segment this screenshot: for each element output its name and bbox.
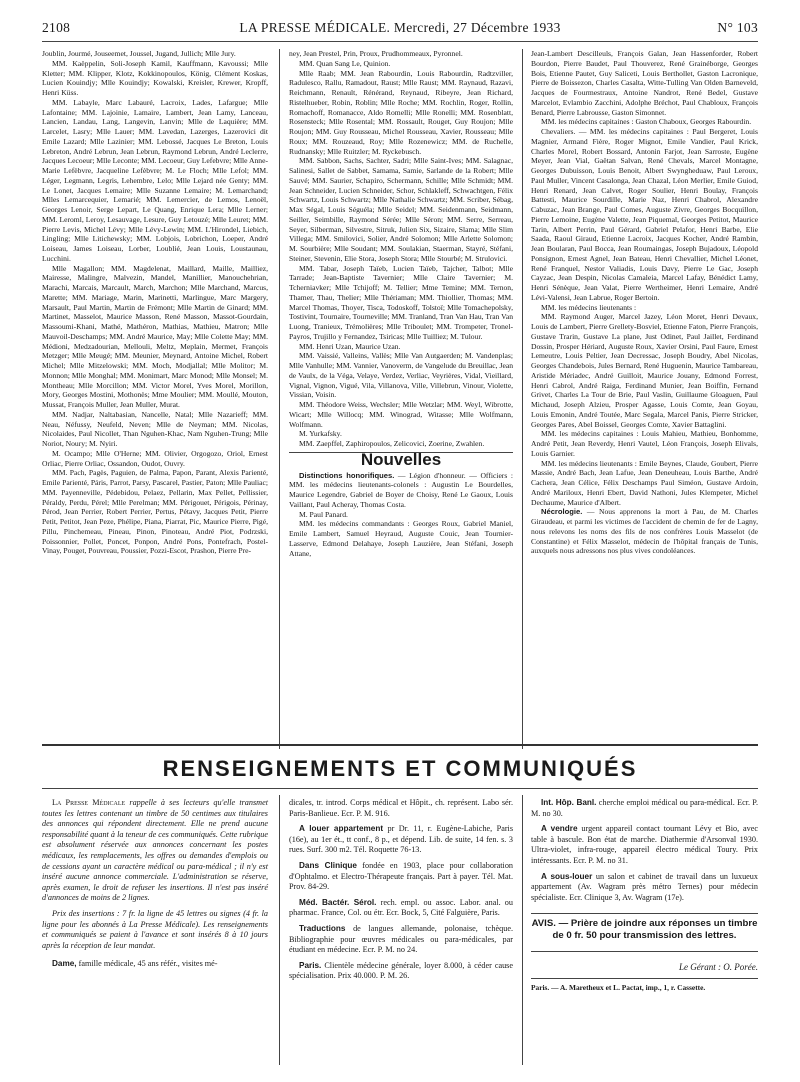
printer-line: Paris. — A. Maretheux et L. Pactat, imp., 1, r. Cassette. bbox=[531, 982, 706, 992]
ad-list bbox=[531, 798, 758, 903]
list-paragraph: Chevaliers. — MM. les médecins capitaines : Paul Bergeret, Louis Magnier, Armand Fière, Roger Mignot, Emile Vandier, Paul Krick, Charles Morel, Robert Bossard, Antonin Farjot, Jean Sarroste, Eugène Meyer, Jean Vial, Gaëtan Salvan, René Chevals, Marcel Montagne, Georges Dubuisson, Louis Benoit, Albert Swyngheduaw, Paul Leroux, Paul Muller, Vincent Casalonga, Jean Chazal, Léon Merlier, Emile Guiod, Henri Renard, Jean Calvet, Roger Soulier, Henri Boulay, François Battesti, Maurice Sourdille, Marie Naz, Henri Chabrol, Alexandre Cabuzac, Jean Brange, Paul Comes, Auguste Zivre, Georges Bocquillon, Pierre Lemoine, Eugène Valette, Jean Piquemal, Georges Petitot, Maurice Tarin, Albert Perrin, Paul Gérard, Gabriel Pelafor, Henri Barbe, Elie Saada, Raoul Giraud, Etienne Lacroix, Jacques Kocher, André Rambin, Jean Boularan, Paul Bocca, Jean Roumaingas, Joseph Bujadoux, Léopold Ponsignon, Ernest Agnel, Jean Bateau, Henri Chevallier, Michel Léonet, René Franquel, Nestor Valiadis, Louis Davy, Pierre Le Gac, Joseph Cayzac, Jean Despin, Nicolas Camaleia, Marcel Lafay, Bénédict Lamy, Henri Sénèque, Jean Valat, Pierre Wertheimer, Henri Lemaire, André Lévi-Valensi, Jean Labrue, Roger Bertoin. bbox=[531, 127, 758, 302]
footer-rule bbox=[531, 978, 758, 979]
column-2 bbox=[289, 49, 513, 749]
ad-lead: A sous-louer bbox=[541, 871, 593, 881]
ad-lead: A louer appartement bbox=[299, 824, 384, 834]
list-paragraph: MM. Henri Uzan, Maurice Uzan. bbox=[299, 341, 401, 351]
name-list bbox=[531, 49, 758, 507]
classified-ad bbox=[531, 824, 758, 866]
avis-notice: AVIS. — Prière de joindre aux réponses un timbre de 0 fr. 50 pour transmission des lettres. bbox=[531, 918, 758, 942]
necrologie-title: Nécrologie. bbox=[541, 507, 583, 517]
classified-ad bbox=[289, 961, 513, 982]
list-paragraph: MM. les médecins lieutenants : bbox=[541, 302, 637, 312]
list-paragraph: MM. Théodore Weiss, Wechsler; Mlle Wetzlar; MM. Weyl, Wibrotte, Wicart; Mlle Willocq; MM. Winograd, Witasse; Mlle Wolfmann, Wolfmann. bbox=[289, 400, 513, 429]
page-number: 2108 bbox=[42, 20, 71, 35]
ad-body: fondée en 1903, place pour collaboration d'Ophtalmo. et Electro-Thérapeute français. Part à payer. Tél. Mat. Prov. 84-29. bbox=[289, 860, 514, 892]
classifieds-column-3 bbox=[531, 798, 758, 999]
ad-continuation: dicales, tr. introd. Corps médical et Hôpit., ch. représent. Labo sér. Paris-Banlieue. Ecr. P. M. 916. bbox=[289, 798, 513, 818]
section-heading: Nouvelles bbox=[360, 449, 442, 469]
ad-body: de langues allemande, polonaise, tchèque. Bibliographie pour œuvres médicales ou para-médicales, par étudiant en médecine. Ecr. P. M. no 24. bbox=[289, 923, 514, 955]
classifieds-column-1 bbox=[42, 798, 268, 975]
column-divider bbox=[522, 49, 523, 749]
journal-title: LA PRESSE MÉDICALE. Mercredi, 27 Décembre 1933 bbox=[239, 20, 561, 35]
necrologie-body: — Nous apprenons la mort à Pau, de M. Charles Giraudeau, et parmi les victimes de l'accident de chemin de fer de Lagny, nous relevons les noms des fils de nos confrères Louis Masselot (de Constantine) et Félix Masselot, médecin de l'hôpital français de Tunis, auxquels nous adressons nos plus vives condoléances. bbox=[531, 507, 758, 556]
ad-lead: A vendre bbox=[541, 824, 578, 834]
list-paragraph: Mlle Raab; MM. Jean Rabourdin, Louis Rabourdin, Radtzviller, Radulesco, Rallu, Ramadout, Raust; Mlle Raust; MM. Raynaud, Razavi, Reichmann, Renault, Rénérand, Reynaud, Ribeyre, Jean Richard, Ristelhueber, Robin, Roblin; Mlle Roche; MM. Rochlin, Roger, Rollin, Romachoff, Romanacce, Aldo Romelli; Mlle Ronelli; MM. Rosenblatt, Rosensteck; Mlle Rosental; MM. Rossault, Rouget, Guy Roujon; Mlle Roujon; MM. Guy Rousseau, Michel Rousseau, Xavier, Rousseau; Mlle Roux; MM. Rouzeaud, Roy; Mlle Rozenewicz; MM. de Ruchelle, Rudnansky; Mlle Ruitzler; M. Ryckebusch. bbox=[289, 68, 513, 156]
necrologie-paragraph bbox=[531, 507, 758, 556]
ad-lead: Paris. bbox=[299, 960, 322, 970]
list-paragraph: Joublin, Jourmé, Jouseemet, Joussel, Jugand, Jullich; Mlle Jury. bbox=[42, 49, 236, 58]
section-rule bbox=[289, 452, 513, 453]
ad-body: pr Dr. 11, r. Eugène-Labiche, Paris (16e), au 1er ét., tt conf., 8 p., et dépend. Lib. de suite, 14 fen. s. 3 rues. Surf. 300 m2. Tél. Roquette 76-13. bbox=[289, 824, 514, 855]
column-1 bbox=[42, 49, 268, 749]
list-paragraph: M. Ocampo; Mlle O'Herne; MM. Olivier, Orgogozo, Oriol, Ernest Orliac, Pierre Orliac, Ossandon, Oudot, Ouvry. bbox=[42, 448, 268, 468]
distinctions-title: Distinctions honorifiques. bbox=[299, 470, 395, 480]
list-paragraph: MM. Tabar, Joseph Taïeb, Lucien Taïeb, Tajcher, Talbot; Mlle Tarrade; Jean-Baptiste Tavernier; Mlle Claire Tavernier; M. Tcherniavker; Mlle Tchijoff; M. Tellier; Mme Temine; MM. Ternon, Thamer, Thau, Thelier; Mlle Thériaman; MM. Thiollier, Thomas; MM. Marcel Thomas, Thoyer, Tisca, Todoskoff, Tolstoï; Mlle Tomachepolsky, Tostivint, Tournaire, Tourneville; MM. Tranland, Tran Van Hau, Tran Van Luong, Tranieux, Trémolières; Mlle Triboulet; MM. Trompeter, Tronel-Payros, Trujillo y Fernandez, Tsiricas; Mlle Tuilliez; M. Tulour. bbox=[289, 263, 513, 341]
classified-ad bbox=[531, 798, 758, 819]
classified-ad bbox=[289, 861, 513, 893]
list-paragraph: MM. les médecins capitaines : Louis Mahieu, Mathieu, Bonhomme, André Petit, Jean Reverdy, Henri Vautel, Léon François, Joseph Elivals, Louis Garnier. bbox=[531, 429, 758, 458]
ad-lead: Dame, bbox=[52, 959, 77, 969]
list-paragraph: MM. Vaissié, Valleins, Vallès; Mlle Van Autgaerden; M. Vandenplas; Mlle Vanhulle; MM. Vannier, Vanoverm, de Vangelude du Breuillac, Jean de Vaulx, de la Véga, Velaye, Verdez, Verliac, Veyrières, Vidal, Vieillard, Vignal, Vignon, Vigué, Vila, Villanova, Ville, Villebrun, Vinour, Violette, Vissian, Voisin. bbox=[289, 351, 513, 400]
classified-ad bbox=[289, 898, 513, 919]
list-paragraph: MM. Sabbon, Sachs, Sachter, Sadri; Mlle Saint-Ives; MM. Salagnac, Salinesi, Sallet de Sabbet, Samama, Samie, Sarlande de la Robert; Mlle Sauvé; MM. Saurier, Schapiro, Schermann, Schille; Mlle Schmidt; MM. Jean Schneider, Lucien Schneider, Schor, Schlakleff, Schwachtgen, Félix Schwartz, Louis Schwartz; Mlle Nathalie Schwartz; MM. Scriber, Sébag, Max Ségal, Louis Séguéla; Mlle Seidel; MM. Seidenmann, Seidmann, Seiller, Seimbille, Raymond Sérée; Mlle Séron; MM. Serre, Serreau, Seyer, Silberman, Silvestre, Sitruk, Julien Six, Sizaire, Slama; Mlle Slim Villega; MM. Smilovici, Solier, André Solomon; Mlle Arlette Solomon; M. Sourbière; Mlle Soudant; MM. Soulakian, Staerman, Stayré, Stéfani, Steiner, Stevenin, Elie Stora, Joseph Stora; Mlle Stourbé; M. Strulovici. bbox=[289, 156, 513, 263]
classified-ad bbox=[289, 824, 513, 856]
ad-lead: Dans Clinique bbox=[299, 860, 357, 870]
classified-ad bbox=[289, 924, 513, 956]
list-paragraph: ney, Jean Prestel, Prin, Proux, Prudhommeaux, Pyronnel. bbox=[289, 49, 463, 58]
distinctions-paragraph bbox=[289, 471, 513, 510]
column-3 bbox=[531, 49, 758, 749]
ad-body: Clientèle médecine générale, loyer 8.000, à céder cause spécialisation. Prix 40.000. P. M. 26. bbox=[289, 960, 514, 981]
list-paragraph: MM. Kaëppelin, Soli-Joseph Kamil, Kauffmann, Kavoussi; Mlle Kletter; MM. Klipper, Klotz, Kokkinopoulos, König, Clément Koskas, Lucien Kouindjy; Mlle Kouindjy; Kowalski, Kreisler, Krewer, Kropff, Henri Küss. bbox=[42, 58, 268, 97]
list-paragraph: MM. Quan Sang Le, Quinion. bbox=[299, 58, 391, 68]
ad-lead: Int. Hôp. Banl. bbox=[541, 798, 597, 807]
avis-box bbox=[531, 913, 758, 952]
ad-body: un salon et cabinet de travail dans un luxueux appartement (Av. Wagram près métro Ternes) pour médecin spécialiste. Ecr. Clinique 3, Av. Wagram (17e). bbox=[531, 871, 758, 902]
distinctions-paragraph-2: M. Paul Panard. bbox=[299, 509, 348, 519]
list-paragraph: MM. Pach, Pagès, Paguien, de Palma, Papon, Parant, Alexis Parienté, Emile Parienté, Páris, Parrot, Parsy, Pascarel, Pastier, Paton; Mlle Pauliac; MM. Payenneville, Pédebidou, Pelaez, Pellarin, Max Pellet, Pellissier, Péraldy, Perdu, Pérel; Mlle Perelman; MM. Périgouet, Périgois, Périnay, Pérod, Jean Perrier, Robert Perrier, Pertus, Pétavy, Jacques Petit, Pierre Petit, Petitot, Jean Peze, Phélipe, Piana, Piarrat, Pic, Maurice Pierre, Pigé, Pillu, Pinchemeau, Pineau, Pinon, Pinoteau, André Piot, Podrzski, Poissonnier, Pollet, Poncet, Ponpon, André Pons, Pontefrach, Postel-Vinay, Pouget, Pouvreau, Poussier, Pozzi-Escot, Prashon, Pierre Pre- bbox=[42, 468, 268, 556]
list-paragraph: Mlle Magallon; MM. Magdelenat, Maillard, Maille, Mailliez, Mairesse, Malingre, Malvezin, Mandel, Manillier, Manouchehrian, Marachi, Marcais, Marcault, March, Marchon; Mlle Marchand, Marcus, Marette; MM. Mariage, Marin, Marinetti, Marlingue, Marc Margery, Marsault, Paul Martin, Martin de Frémont; Mlle Martin de Ginard; MM. Martinet, Masselot, Maurice Masson, René Masson, Massot-Gourdain, Massoumi-Khani, Mathé, Mathéron, Mathias, Mathieu, Matron; Mlle Mauvoil-Deschamps; MM. André Maurice, May; Mlle Colette May; MM. Médioni, Medzadourian, Mellouli, Meltz, Meplain, Mermet, François Metzger; Mlle Meugé; MM. Meunier, Meynard, Antoine Michel, Robert Michel; Mlle Mitzelowski; MM. Moch, Modjallal; Mlle Molitor; M. Monnon; Mlle Monghal; MM. Monimart, Marc Monod; Mlle Monsel; M. Montheau; Mlle Morcillon; MM. Victor Morel, Yves Morel, Morillon, Mory, Georges Mostini, Mothonès; Mme Moulier; MM. Moullé, Mouton, Mussat, François Muller, Jean Muller, Murat. bbox=[42, 263, 268, 409]
notice-text: rappelle à ses lecteurs qu'elle transmet toutes les lettres contenant un timbre de 50 centimes aux titulaires des annonces qui répondent directement. Elle ne prend aucune responsabilité quant à la teneur de ces communiqués. Cette rubrique est absolument réservée aux annonces concernant les postes médicaux, les remplacements, les offres ou demandes d'emplois ou de cessions ayant un caractère médical ou para-médical ; il n'y est inséré aucune annonce commerciale. L'administration se réserve, après examen, le droit de refuser les insertions. Il n'est pas inséré d'annonces de moins de 2 lignes. bbox=[42, 798, 269, 903]
brand-name: La Presse Médicale bbox=[52, 798, 126, 807]
list-paragraph: MM. les médecins lieutenants : Emile Beynes, Claude, Goubert, Pierre Massie, André Bach, Jean Lafue, Jean Deneuheau, Louis Barthe, André Cachera, Jean Célice, Félix Deschamps Paul Siméon, Gustave Ardoin, André Mariloux, Henri Ebert, David Nathoni, Jules Klempeter, Michel Dechaume, Maurice d'Albert. bbox=[531, 458, 758, 507]
ad-body: rech. empl. ou assoc. Labor. anal. ou pharmac. France, Col. ou étr. Ecr. Bock, 5, Cité Falguière, Paris. bbox=[289, 897, 513, 918]
distinctions-paragraph-3: MM. les médecins commandants : Georges Roux, Gabriel Maniel, Emile Lambert, Samuel Heyraud, Auguste Couic, Jean Tournier-Lasserve, Edmond Delahaye, Joseph Lauzière, Jean Stéfani, Joseph Attane, bbox=[289, 519, 513, 558]
list-paragraph: MM. Zaepffel, Zaphiropoulos, Zelicovici, Zoerine, Zwahlen. bbox=[299, 439, 485, 448]
price-notice: Prix des insertions : 7 fr. la ligne de 45 lettres ou signes (4 fr. la ligne pour les abonnés à La Presse Médicale). Les renseignements et communiqués se paient à l'avance et sont insérés 8 à 10 jours après la réception de leur mandat. bbox=[42, 908, 268, 950]
distinctions-source: — Légion d'honneur. bbox=[397, 470, 466, 480]
ad-body: famille médicale, 45 ans référ., visites mé- bbox=[78, 959, 218, 969]
column-divider bbox=[279, 49, 280, 749]
classifieds-heading: RENSEIGNEMENTS ET COMMUNIQUÉS bbox=[162, 756, 638, 781]
name-list bbox=[289, 49, 513, 449]
manager-signature: Le Gérant : O. Porée. bbox=[679, 962, 758, 973]
page-header bbox=[42, 20, 758, 38]
classified-ad bbox=[531, 872, 758, 904]
ad-body: cherche emploi médical ou para-médical. Ecr. P. M. no 30. bbox=[531, 798, 759, 818]
ad-body: urgent appareil contact tournant Lévy et Bio, avec table à bascule. Bon état de marche. Diathermie d'Arsonval 1930. Ultra-violet, infra-rouge, appareil électro médical Toury. Prix intéressants. Ecr. P. M. no 31. bbox=[531, 824, 759, 865]
section-rule bbox=[42, 744, 758, 746]
column-divider bbox=[522, 795, 523, 1065]
section-rule bbox=[42, 788, 758, 789]
list-paragraph: MM. Labayle, Marc Labauré, Lacroix, Lades, Lafargue; Mlle Lafontaine; MM. Lajoinie, Lamaire, Lambert, Jean Lamy, Lanceau, Lancien, Landau, Lang, Langevin, Lanvin; Mlle de Laquière; MM. Larcelet, Lasry; Mlle Lauer; MM. Lavedan, Lazerges, Lazerovici dit Emile Lazard; Mlle Lazinier; MM. Lebossé, Jacques Le Breton, Louis Lebreton, André Lebrun, Jean Lebrun, Raymond Lebrun, André Leclerre, Jacques Lecoeur; Mlle Leconte; MM. Lecoeur, Guy Lefebvre; Mlle Anne-Marie Lefèbvre, Jacqueline Lefèbvre; M. Le Floch; Mlle Lefol; MM. Léger, Legmann, Legris, Lehembre, Lelo; Mlle Lejard née Genty; MM. Le Lonet, Jacques Lemaire; Mlle Suzanne Lemaire; M. Lemarchand; Mlles Lemarcequier, Lemarié; MM. Lemercier, de Lemos, Lenoël, Georges Lenoir, Serge Lepart, Le Quang, Enrique Lera; Mlle Lerner; MM. Leroml, Leroy, Lesauvage, Lesure, Guy Letouzé; Mlle Leuret; MM. Pierre Levis, Michel Lévy; Mlle Lévy-Lewin; MM. L'Hirondel, Liebich, Lingling; Mlle Litichewsky; MM. Lobjois, Lobrichon, Loeper, André Loiseau, James Loiseau, Lorber, Loublié, Jean Louis, Loustaunau, Lucchini. bbox=[42, 97, 268, 263]
list-paragraph: MM. Raymond Auger, Marcel Jazey, Léon Moret, Henri Devaux, Louis de Lambert, Pierre Grellety-Bosviel, Etienne Faton, Pierre François, Gustave Trarin, Gustave La plane, Just Odinet, Paul Jaillet, Ferdinand Dossin, Prosper Hériard, Auguste Roux, Xavier Orsini, Paul Faure, Ernest Lemeutre, Louis Peltier, Jean Decressac, Joseph Boudry, Abel Nicolas, Georges Chandebois, Jules Bernard, René Huguenin, Maurice Tambareau, Aristide Mériadec, André Guilloit, Maurice Jouany, Edmond Forrest, Henri Cabrol, André Raiga, Ferdinand Munier, Jean Boiffin, Fernand Grivet, Charles La Tour de Brie, Paul Vaslin, Guillaume Gloaguen, Paul Michaud, Joseph Alzieu, Prosper Agasse, Louis Comte, Jean Goyau, Louis Emonin, André Toutée, Marc Segala, Marcel Panis, Pierre Stricker, Georges Pares, Abel Boissel, Georges Comte, Xavier Battaglini. bbox=[531, 312, 758, 429]
issue-number: N° 103 bbox=[717, 20, 758, 35]
distinctions-body: — Officiers : MM. les médecins lieutenants-colonels : Augustin Le Bourdelles, Maurice Legendre, Gabriel de Boyer de Choisy, René Le Gaoux, Louis Vaillant, Paul Acheray, Thomas Costa. bbox=[289, 470, 513, 509]
classified-ad bbox=[42, 959, 268, 970]
ad-lead: Traductions bbox=[299, 923, 346, 933]
column-divider bbox=[279, 795, 280, 1065]
list-paragraph: MM. les médecins capitaines : Gaston Chaboux, Georges Rabourdin. bbox=[541, 117, 752, 127]
notice-intro bbox=[42, 798, 268, 904]
header-rule bbox=[42, 41, 758, 42]
classifieds-column-2 bbox=[289, 798, 513, 987]
list-paragraph: M. Yurkafsky. bbox=[299, 429, 342, 439]
list-paragraph: MM. Nadjar, Naltabasian, Nancelle, Natal; Mlle Nazarieff; MM. Neau, Néfussy, Neufeld, Neven; Mlle de Neyman; MM. Nicolas, Nicolaides, Paul Nicollet, Than Nguhen-Khac, Nam Nguhen-Trung; Mlle Noriot, Noury; M. Nyiri. bbox=[42, 409, 268, 448]
list-paragraph: Jean-Lambert Descilleuls, François Galan, Jean Hassenforder, Robert Bourdon, Pierre Baudet, Paul Thouverez, René Grainéborge, Georges Bois, Etienne Pautet, Guy Saliceti, Louis Berthollet, Gaston Lacronique, Pierre de Boissezon, Charles Casalta, Witte-Tulling Van Olden Barneveld, Jacques de Fourmestraux, Antoine Nandrot, René Bedel, Gustave Marcelot, Evlambio Zacchini, Adolphe Bréchot, Paul Chabloux, François Benard, Pierre Labrousse, Gaston Simonnet. bbox=[531, 49, 758, 117]
ad-lead: Méd. Bactér. Sérol. bbox=[299, 897, 377, 907]
